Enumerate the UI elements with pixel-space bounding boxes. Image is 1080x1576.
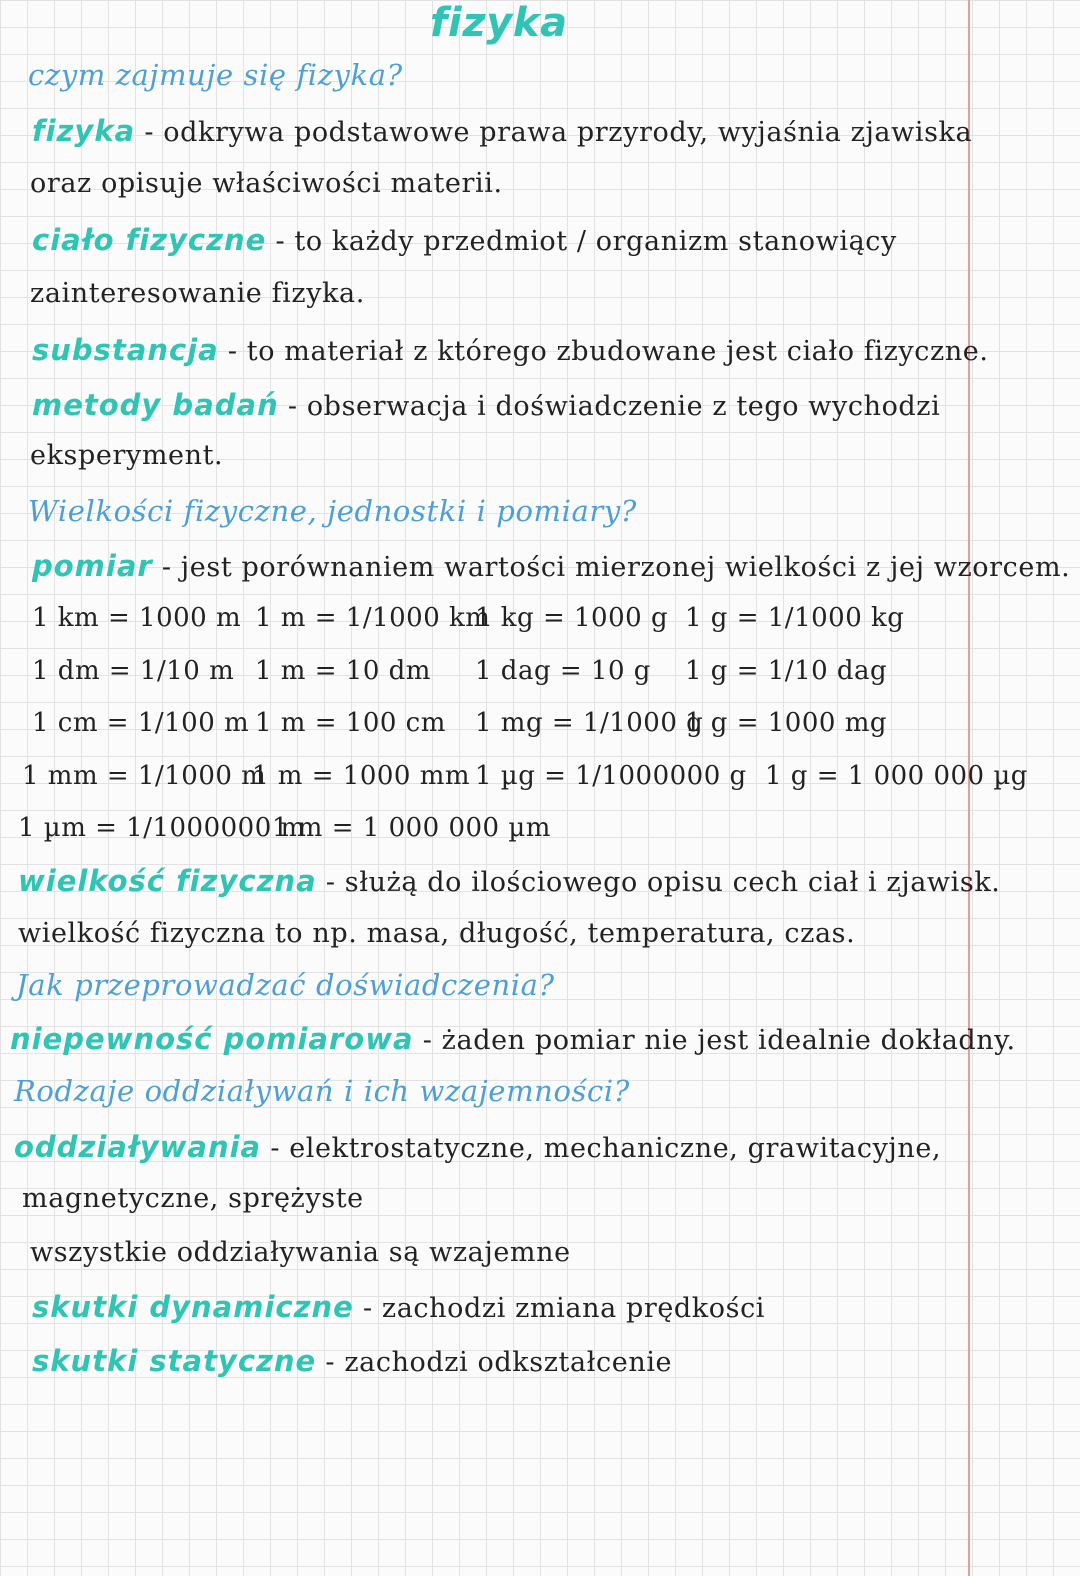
definition-text: - jest porównaniem wartości mierzonej wielkości z jej wzorcem. — [161, 552, 1071, 583]
unit-conversion: 1 g = 1/1000 kg — [685, 603, 905, 633]
unit-conversion: 1 dag = 10 g — [475, 656, 651, 686]
unit-conversion: 1 g = 1 000 000 µg — [765, 761, 1028, 791]
unit-conversion: 1 m = 1/1000 km — [255, 603, 491, 633]
heading-experiments: Jak przeprowadzać doświadczenia? — [16, 968, 555, 1002]
definition-fizyka — [32, 114, 972, 148]
unit-conversion: 1 m = 10 dm — [255, 656, 431, 686]
term: skutki dynamiczne — [32, 1290, 354, 1324]
note-mutual-interactions: wszystkie oddziaływania są wzajemne — [30, 1237, 571, 1268]
definition-text: - to każdy przedmiot / organizm stanowiący — [275, 226, 897, 257]
definition-text: - żaden pomiar nie jest idealnie dokładny. — [422, 1025, 1016, 1056]
unit-conversion: 1 g = 1/10 dag — [685, 656, 888, 686]
term: wielkość fizyczna — [18, 864, 317, 898]
definition-continuation: magnetyczne, sprężyste — [22, 1183, 364, 1214]
definition-pomiar — [32, 549, 1070, 583]
definition-text: - obserwacja i doświadczenie z tego wychodzi — [287, 391, 941, 422]
term: fizyka — [32, 114, 136, 148]
unit-conversion: 1 dm = 1/10 m — [32, 656, 235, 686]
definition-continuation: wielkość fizyczna to np. masa, długość, temperatura, czas. — [18, 918, 856, 949]
heading-what-is-physics: czym zajmuje się fizyka? — [28, 58, 403, 92]
page-title: fizyka — [430, 0, 568, 46]
heading-interactions: Rodzaje oddziaływań i ich wzajemności? — [14, 1074, 630, 1108]
unit-conversion: 1 cm = 1/100 m — [32, 708, 250, 738]
term: substancja — [32, 333, 219, 367]
definition-oddzialywania — [14, 1130, 941, 1164]
term: metody badań — [32, 388, 279, 422]
term: skutki statyczne — [32, 1344, 317, 1378]
definition-continuation: zainteresowanie fizyka. — [30, 278, 365, 309]
definition-metody-badan — [32, 388, 940, 422]
unit-conversion: 1 km = 1000 m — [32, 603, 242, 633]
definition-cialo-fizyczne — [32, 223, 897, 257]
definition-text: - zachodzi odkształcenie — [325, 1347, 673, 1378]
unit-conversion: 1 m = 100 cm — [255, 708, 446, 738]
term: oddziaływania — [14, 1130, 262, 1164]
definition-text: - zachodzi zmiana prędkości — [363, 1293, 766, 1324]
definition-continuation: eksperyment. — [30, 440, 224, 471]
definition-text: - elektrostatyczne, mechaniczne, grawitacyjne, — [270, 1133, 942, 1164]
definition-niepewnosc-pomiarowa — [10, 1022, 1016, 1056]
unit-conversion: 1 g = 1000 mg — [685, 708, 887, 738]
unit-conversion: 1 mm = 1/1000 m — [22, 761, 267, 791]
definition-skutki-statyczne — [32, 1344, 672, 1378]
unit-conversion: 1 m = 1000 mm — [252, 761, 471, 791]
term: niepewność pomiarowa — [10, 1022, 414, 1056]
definition-text: - odkrywa podstawowe prawa przyrody, wyjaśnia zjawiska — [144, 117, 973, 148]
unit-conversion: 1 µm = 1/1000000 m — [18, 813, 306, 843]
definition-substancja — [32, 333, 989, 367]
definition-text: - to materiał z którego zbudowane jest ciało fizyczne. — [227, 336, 989, 367]
definition-text: - służą do ilościowego opisu cech ciał i zjawisk. — [325, 867, 1001, 898]
unit-conversion: 1 m = 1 000 000 µm — [272, 813, 551, 843]
definition-skutki-dynamiczne — [32, 1290, 765, 1324]
definition-wielkosc-fizyczna — [18, 864, 1000, 898]
term: pomiar — [32, 549, 153, 583]
term: ciało fizyczne — [32, 223, 267, 257]
definition-continuation: oraz opisuje właściwości materii. — [30, 168, 503, 199]
unit-conversion: 1 µg = 1/1000000 g — [475, 761, 747, 791]
heading-quantities-units: Wielkości fizyczne, jednostki i pomiary? — [28, 494, 637, 528]
unit-conversion: 1 mg = 1/1000 g — [475, 708, 704, 738]
unit-conversion: 1 kg = 1000 g — [475, 603, 669, 633]
